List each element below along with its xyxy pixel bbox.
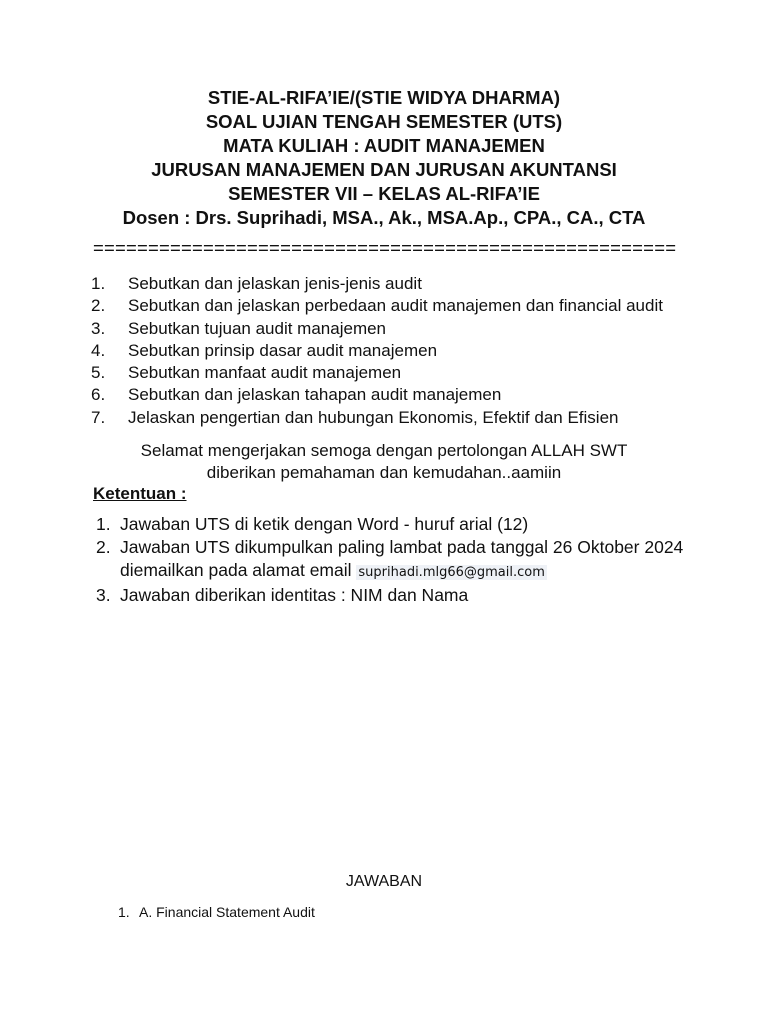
question-text: Jelaskan pengertian dan hubungan Ekonomis, Efektif dan Efisien: [128, 407, 619, 427]
answer-item: [118, 903, 315, 921]
rule-number: 2.: [96, 537, 111, 557]
question-text: Sebutkan dan jelaskan tahapan audit manajemen: [128, 385, 502, 405]
question-item: [91, 340, 663, 362]
question-number: 1.: [91, 274, 106, 293]
rules-list: [96, 513, 683, 607]
separator-rule: =====================================================: [93, 237, 677, 258]
email-link[interactable]: suprihadi.mlg66@gmail.com: [358, 565, 545, 580]
question-number: 4.: [91, 340, 106, 360]
closing-line-2: diberikan pemahaman dan kemudahan..aamiin: [206, 463, 562, 482]
question-list: [91, 273, 663, 429]
question-number: 6.: [91, 385, 106, 405]
rule-text: Jawaban diberikan identitas : NIM dan Nama: [120, 585, 469, 605]
closing-line-1: Selamat mengerjakan semoga dengan pertolongan ALLAH SWT: [140, 441, 628, 460]
institution-title: STIE-AL-RIFA’IE/(STIE WIDYA DHARMA): [207, 87, 561, 108]
rule-number: 1.: [96, 514, 111, 534]
question-text: Sebutkan prinsip dasar audit manajemen: [128, 340, 438, 360]
question-text: Sebutkan manfaat audit manajemen: [128, 363, 402, 383]
question-item: [91, 362, 663, 384]
rule-item: [96, 513, 683, 536]
question-number: 3.: [91, 318, 106, 338]
answer-heading: JAWABAN: [345, 873, 423, 890]
question-item: [91, 295, 663, 317]
lecturer-title: Dosen : Drs. Suprihadi, MSA., Ak., MSA.Ap., CPA., CA., CTA: [122, 207, 646, 228]
question-number: 5.: [91, 363, 106, 383]
question-item: [91, 318, 663, 340]
rule-text: Jawaban UTS di ketik dengan Word - huruf arial (12): [120, 514, 529, 534]
question-number: 7.: [91, 407, 106, 427]
department-title: JURUSAN MANAJEMEN DAN JURUSAN AKUNTANSI: [151, 159, 617, 180]
question-item: [91, 273, 663, 295]
closing-message: [0, 440, 768, 484]
answer-text: A. Financial Statement Audit: [139, 904, 315, 920]
question-text: Sebutkan dan jelaskan perbedaan audit manajemen dan financial audit: [128, 296, 663, 316]
rule-text: Jawaban UTS dikumpulkan paling lambat pada tanggal 26 Oktober 2024: [120, 537, 684, 557]
exam-title: SOAL UJIAN TENGAH SEMESTER (UTS): [205, 111, 563, 132]
rule-text-continuation: diemailkan pada alamat email: [120, 560, 357, 580]
answer-list: [118, 903, 315, 921]
answer-number: 1.: [118, 904, 130, 920]
semester-title: SEMESTER VII – KELAS AL-RIFA’IE: [228, 183, 540, 204]
question-number: 2.: [91, 296, 106, 316]
rules-heading: Ketentuan :: [93, 484, 187, 503]
course-title: MATA KULIAH : AUDIT MANAJEMEN: [223, 135, 545, 156]
rule-item: [96, 536, 683, 584]
question-text: Sebutkan dan jelaskan jenis-jenis audit: [128, 274, 422, 293]
rule-item: [96, 584, 683, 607]
question-text: Sebutkan tujuan audit manajemen: [128, 318, 387, 338]
question-item: [91, 407, 663, 429]
document-header: [0, 86, 768, 230]
question-item: [91, 384, 663, 406]
rule-number: 3.: [96, 585, 111, 605]
